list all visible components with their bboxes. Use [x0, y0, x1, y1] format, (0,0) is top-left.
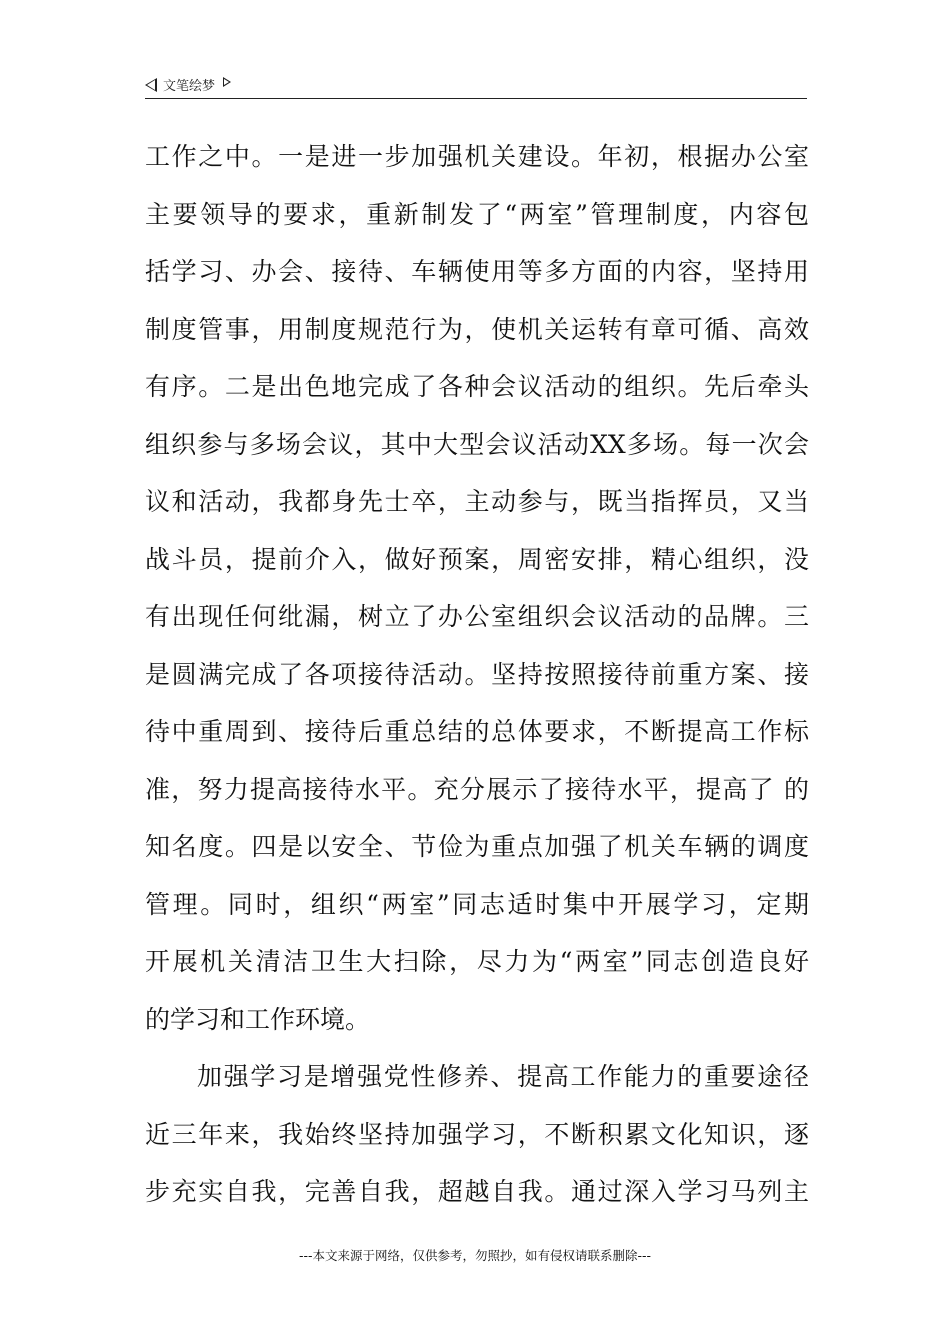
text-line: 有出现任何纰漏，树立了办公室组织会议活动的品牌。三 [145, 602, 809, 631]
text-line: 管理。同时，组织“两室”同志适时集中开展学习，定期 [145, 889, 809, 919]
document-body [145, 128, 809, 1221]
left-triangle-icon [145, 78, 157, 92]
paragraph-first-line: 加强学习是增强党性修养、提高工作能力的重要途径 [197, 1062, 809, 1091]
text-line: 知名度。四是以安全、节俭为重点加强了机关车辆的调度 [145, 832, 809, 861]
text-line: 制度管事，用制度规范行为，使机关运转有章可循、高效 [145, 314, 809, 344]
page-footer: ---本文来源于网络，仅供参考，勿照抄，如有侵权请联系删除--- [298, 1248, 652, 1263]
text-line: 开展机关清洁卫生大扫除，尽力为“两室”同志创造良好 [145, 947, 809, 976]
text-line: 工作之中。一是进一步加强机关建设。年初，根据办公室 [145, 142, 809, 171]
header-logo [145, 75, 231, 94]
text-line: 主要领导的要求，重新制发了“两室”管理制度，内容包 [145, 199, 809, 229]
text-line: 是圆满完成了各项接待活动。坚持按照接待前重方案、接 [145, 659, 809, 689]
text-line: 步充实自我，完善自我，超越自我。通过深入学习马列主 [145, 1177, 809, 1206]
text-line: 战斗员，提前介入，做好预案，周密安排，精心组织，没 [145, 544, 809, 574]
page-header [145, 72, 807, 99]
text-line: 组织参与多场会议，其中大型会议活动XX多场。每一次会 [145, 429, 809, 459]
text-line: 准，努力提高接待水平。充分展示了接待水平，提高了 的 [145, 774, 809, 804]
text-line: 有序。二是出色地完成了各种会议活动的组织。先后牵头 [145, 372, 809, 401]
text-line: 待中重周到、接待后重总结的总体要求，不断提高工作标 [145, 717, 809, 746]
text-line: 议和活动，我都身先士卒，主动参与，既当指挥员，又当 [145, 487, 809, 516]
right-triangle-icon [223, 77, 231, 87]
header-title: 文笔绘梦 [163, 79, 216, 94]
text-line: 的学习和工作环境。 [145, 1004, 371, 1034]
text-line: 近三年来，我始终坚持加强学习，不断积累文化知识，逐 [145, 1119, 809, 1149]
text-line: 括学习、办会、接待、车辆使用等多方面的内容，坚持用 [145, 257, 809, 286]
